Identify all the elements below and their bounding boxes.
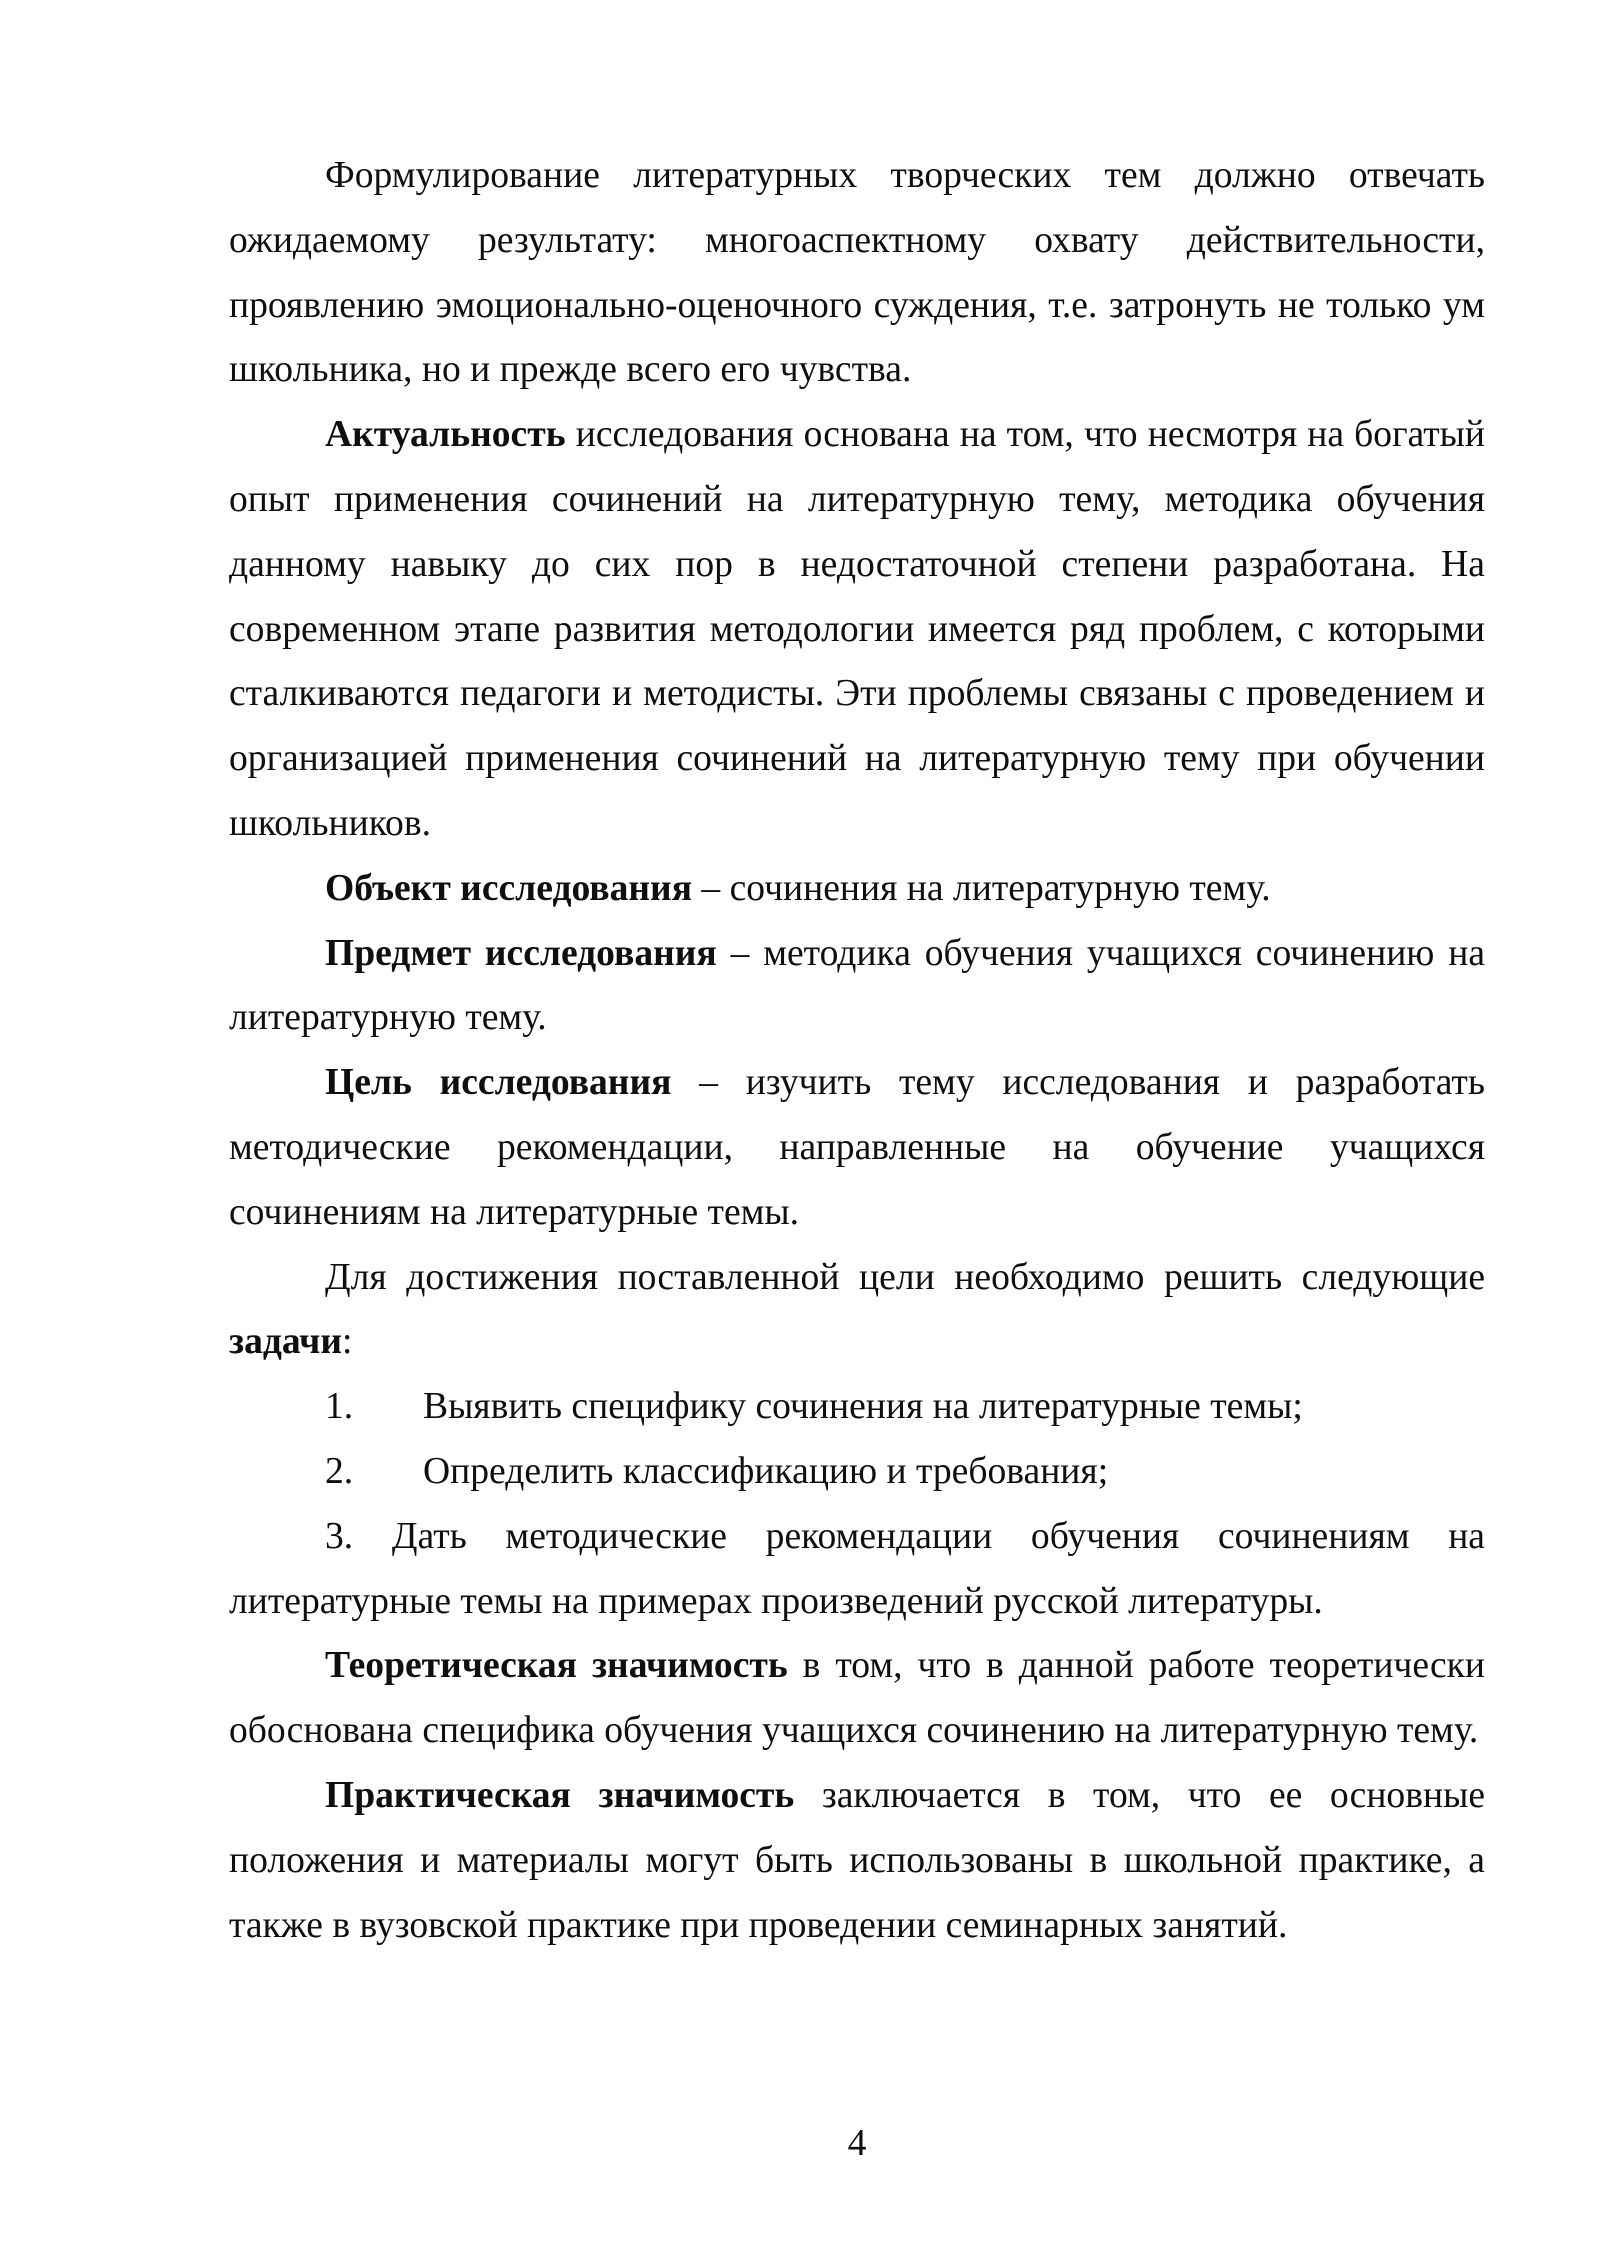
paragraph: [229, 1634, 1485, 1764]
paragraph: [229, 857, 1485, 922]
list-item: [229, 1440, 1485, 1505]
text-run: Для достижения поставленной цели необходимо решить следующие: [325, 1256, 1485, 1298]
list-number: 1.: [325, 1386, 354, 1428]
document-body: [229, 144, 1485, 1958]
text-run: 3. Дать методические рекомендации обучения сочинениям на литературные темы на примерах произведений русской литературы.: [229, 1515, 1485, 1622]
text-run: Определить классификацию и требования;: [423, 1450, 1109, 1492]
bold-text: Предмет исследования: [325, 932, 717, 974]
page-number: 4: [847, 2123, 867, 2164]
text-run: Выявить специфику сочинения на литературные темы;: [423, 1386, 1303, 1428]
paragraph: [229, 1246, 1485, 1376]
text-run: – сочинения на литературную тему.: [692, 867, 1271, 909]
bold-text: Практическая значимость: [325, 1774, 795, 1816]
paragraph: [229, 922, 1485, 1052]
bold-text: Цель исследования: [325, 1062, 672, 1104]
text-run: Формулирование литературных творческих тем должно отвечать ожидаемому результату: многоаспектному охвату действительности, проявлению эмоционально-оценочного суждения, т.е. затронуть не только ум школьника, но и прежде всего его чувства.: [229, 155, 1485, 391]
bold-text: Актуальность: [325, 414, 566, 456]
list-item: [229, 1375, 1485, 1440]
paragraph: [229, 403, 1485, 857]
bold-text: Объект исследования: [325, 867, 693, 909]
text-run: – методика обучения учащихся сочинению на литературную тему.: [229, 932, 1486, 1039]
paragraph: [229, 144, 1485, 403]
text-run: исследования основана на том, что несмотря на богатый опыт применения сочинений на литературную тему, методика обучения данному навыку до сих пор в недостаточной степени разработана. На современном этапе развития методологии имеется ряд проблем, с которыми сталкиваются педагоги и методисты. Эти проблемы связаны с проведением и организацией применения сочинений на литературную тему при обучении школьников.: [229, 414, 1485, 844]
paragraph: [229, 1764, 1485, 1958]
text-run: заключается в том, что ее основные положения и материалы могут быть использованы в школьной практике, а также в вузовской практике при проведении семинарных занятий.: [229, 1774, 1485, 1946]
list-number: 2.: [325, 1450, 354, 1492]
paragraph: [229, 1505, 1485, 1635]
paragraph: [229, 1051, 1485, 1245]
text-run: в том, что в данной работе теоретически обоснована специфика обучения учащихся сочинению на литературную тему.: [229, 1645, 1485, 1752]
bold-text: задачи: [229, 1321, 343, 1363]
text-run: – изучить тему исследования и разработать методические рекомендации, направленные на обучение учащихся сочинениям на литературные темы.: [229, 1062, 1485, 1233]
text-run: :: [342, 1321, 353, 1363]
bold-text: Теоретическая значимость: [325, 1645, 788, 1687]
